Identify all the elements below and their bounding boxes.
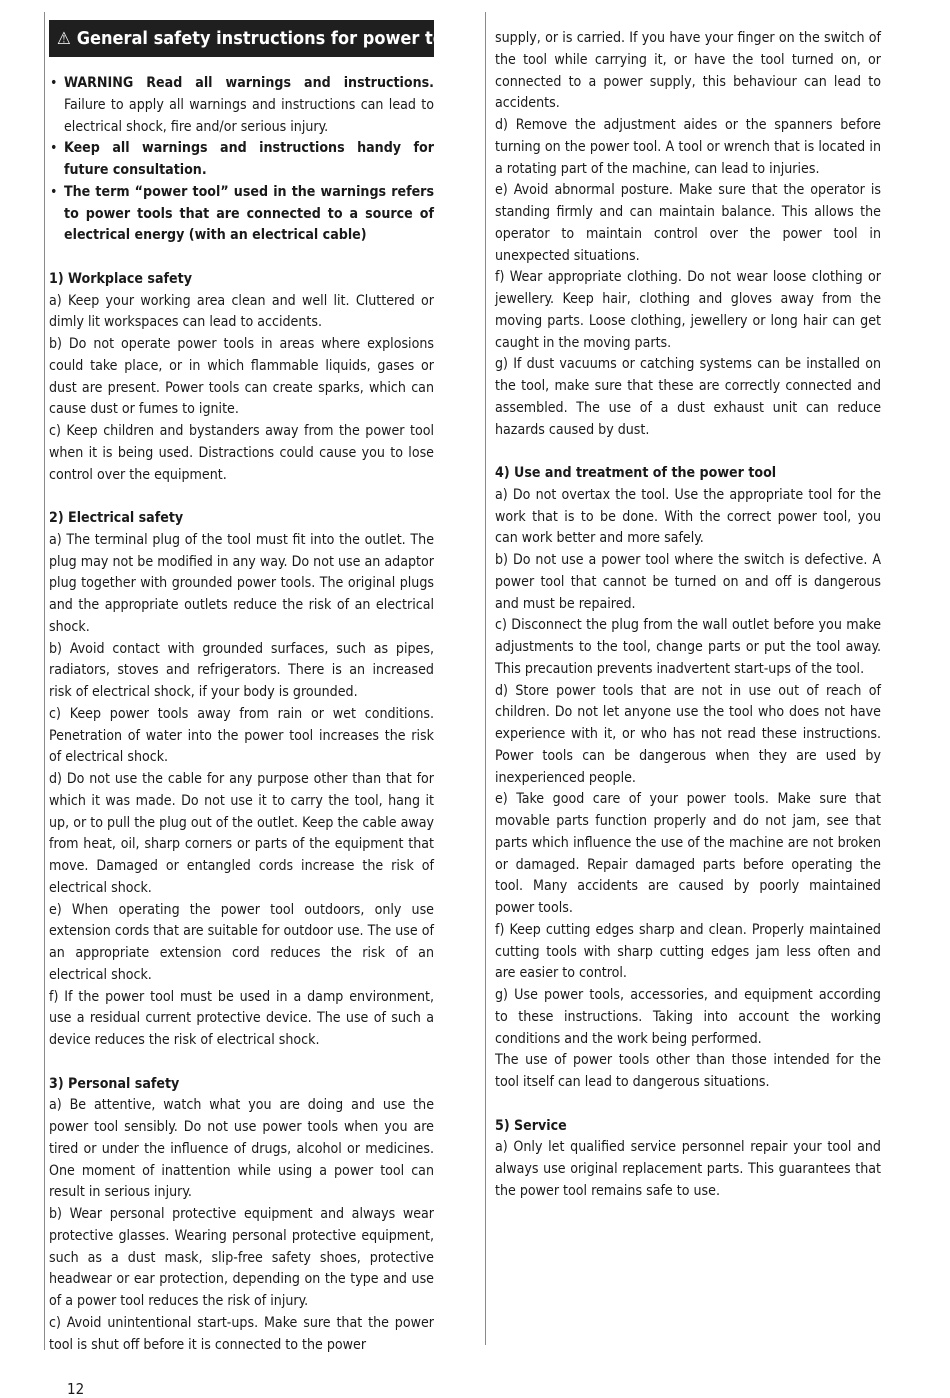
paragraph: c) Disconnect the plug from the wall outlet before you make adjustments to the tool, change parts or put the tool away. This precaution prevents inadvertent start-ups of the tool.: [495, 617, 881, 677]
page-title: General safety instructions for power tools: [76, 28, 471, 49]
paragraph: d) Store power tools that are not in use out of reach of children. Do not let anyone use the tool who does not have experience with it, or who has not read these instructions. Power tools can be dangerous when they are used by inexperienced people.: [495, 682, 881, 786]
paragraph: f) If the power tool must be used in a damp environment, use a residual current protective device. The use of such a device reduces the risk of electrical shock.: [49, 988, 434, 1048]
paragraph: a) The terminal plug of the tool must fit into the outlet. The plug may not be modified in any way. Do not use an adaptor plug together with grounded power tools. The original plugs and the appropriate outlets reduce the risk of an electrical shock.: [49, 531, 434, 635]
paragraph: b) Wear personal protective equipment and always wear protective glasses. Wearing personal protective equipment, such as a dust mask, slip-free safety shoes, protective headwear or ear protection, depending on the type and use of a power tool reduces the risk of injury.: [49, 1206, 434, 1309]
paragraph: c) Keep power tools away from rain or wet conditions. Penetration of water into the power tool increases the risk of electrical shock.: [49, 705, 434, 766]
section-heading: 5) Service: [495, 1117, 567, 1134]
list-item: [49, 138, 434, 182]
right-column: [495, 28, 881, 1203]
paragraph: g) Use power tools, accessories, and equipment according to these instructions. Taking into account the working conditions and the work being performed.: [495, 987, 881, 1047]
left-column: [49, 20, 471, 1356]
list-item: [49, 73, 434, 138]
paragraph: a) Do not overtax the tool. Use the appropriate tool for the work that is to be done. With the correct power tool, you can work better and more safely.: [495, 486, 881, 547]
bold-text: WARNING Read all warnings and instructions.: [64, 75, 434, 91]
paragraph: e) Take good care of your power tools. Make sure that movable parts function properly and do not jam, see that parts which influence the use of the machine are not broken or damaged. Repair damaged parts before operating the tool. Many accidents are caused by poorly maintained power tools.: [495, 791, 881, 916]
center-column-rule: [485, 12, 486, 1345]
paragraph: b) Avoid contact with grounded surfaces, such as pipes, radiators, stoves and refrigerators. There is an increased risk of electrical shock, if your body is grounded.: [49, 640, 434, 700]
list-item: [49, 182, 434, 247]
section-heading: 1) Workplace safety: [49, 270, 192, 287]
paragraph: c) Keep children and bystanders away from the power tool when it is being used. Distractions could cause you to lose control over the equipment.: [49, 423, 434, 483]
paragraph: g) If dust vacuums or catching systems can be installed on the tool, make sure that these are correctly connected and assembled. The use of a dust exhaust unit can reduce hazards caused by dust.: [495, 356, 881, 438]
paragraph: b) Do not use a power tool where the switch is defective. A power tool that cannot be turned on and off is dangerous and must be repaired.: [495, 552, 881, 612]
paragraph: d) Do not use the cable for any purpose other than that for which it was made. Do not use it to carry the tool, hang it up, or to pull the plug out of the outlet. Keep the cable away from heat, oil, sharp corners or parts of the equipment that move. Damaged or entangled cords increase the risk of electrical shock.: [49, 771, 434, 896]
left-column-rule: [44, 12, 45, 1350]
paragraph: a) Be attentive, watch what you are doing and use the power tool sensibly. Do not use power tools when you are tired or under the influence of drugs, alcohol or medicines. One moment of inattention while using a power tool can result in serious injury.: [49, 1097, 434, 1201]
section-heading: 3) Personal safety: [49, 1075, 180, 1092]
paragraph: a) Keep your working area clean and well lit. Cluttered or dimly lit workspaces can lead to accidents.: [49, 292, 434, 331]
paragraph: The use of power tools other than those intended for the tool itself can lead to dangerous situations.: [495, 1052, 881, 1090]
bold-text: Keep all warnings and instructions handy for future consultation.: [64, 140, 434, 178]
paragraph: f) Keep cutting edges sharp and clean. Properly maintained cutting tools with sharp cutting edges jam less often and are easier to control.: [495, 921, 881, 982]
intro-bullet-list: [49, 73, 434, 247]
page-number: 12: [67, 1380, 85, 1398]
paragraph: a) Only let qualified service personnel repair your tool and always use original replacement parts. This guarantees that the power tool remains safe to use.: [495, 1139, 881, 1199]
paragraph: e) Avoid abnormal posture. Make sure that the operator is standing firmly and can maintain balance. This allows the operator to maintain control over the power tool in unexpected situations.: [495, 182, 881, 264]
section-title-bar: [49, 20, 471, 57]
section-heading: 4) Use and treatment of the power tool: [495, 465, 777, 481]
paragraph: d) Remove the adjustment aides or the spanners before turning on the power tool. A tool or wrench that is located in a rotating part of the machine, can lead to injuries.: [495, 117, 881, 177]
paragraph: b) Do not operate power tools in areas where explosions could take place, or in which flammable liquids, gases or dust are present. Power tools can create sparks, which can cause dust or fumes to ignite.: [49, 336, 434, 418]
paragraph: c) Avoid unintentional start-ups. Make sure that the power tool is shut off before it is connected to the power: [49, 1314, 434, 1353]
section-heading: 2) Electrical safety: [49, 510, 184, 526]
paragraph: f) Wear appropriate clothing. Do not wear loose clothing or jewellery. Keep hair, clothing and gloves away from the moving parts. Loose clothing, jewellery or long hair can get caught in the moving parts.: [495, 269, 881, 351]
paragraph: e) When operating the power tool outdoors, only use extension cords that are suitable for outdoor use. The use of an appropriate extension cord reduces the risk of an electrical shock.: [49, 901, 434, 983]
body-text: Failure to apply all warnings and instructions can lead to electrical shock, fire and/or serious injury.: [64, 96, 434, 135]
paragraph: supply, or is carried. If you have your finger on the switch of the tool while carrying it, or have the tool turned on, or connected to a power supply, this behaviour can lead to accidents.: [495, 30, 881, 112]
bold-text: The term “power tool” used in the warnings refers to power tools that are connected to a source of electrical energy (with an electrical cable): [64, 183, 434, 244]
warning-triangle-icon: ⚠: [57, 29, 71, 49]
